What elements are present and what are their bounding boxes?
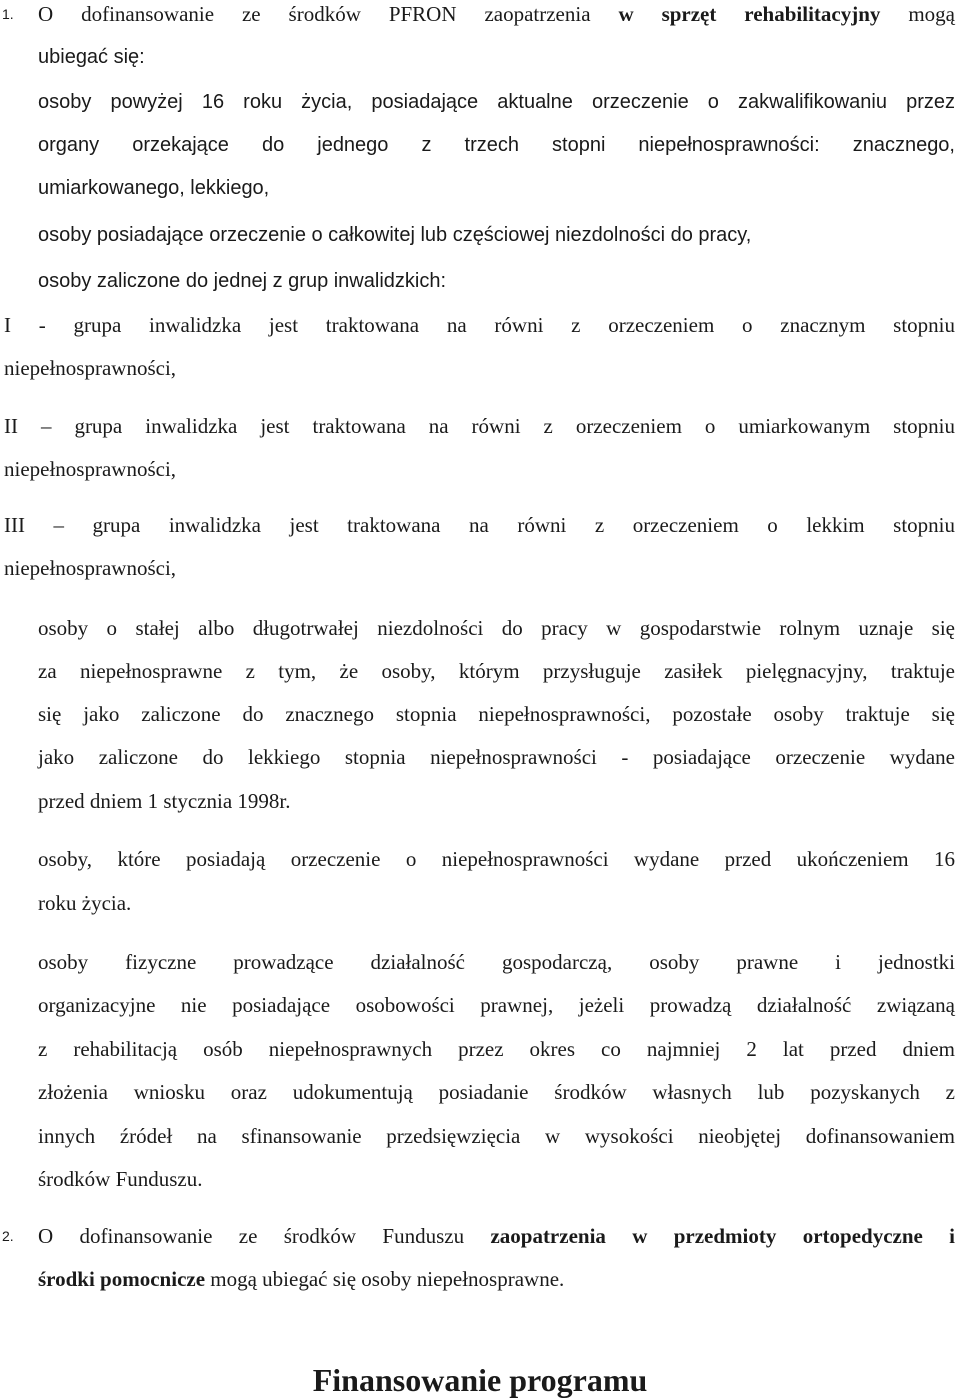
para-age-line-2: organy orzekające do jednego z trzech stopni niepełnosprawności: znacznego, — [38, 134, 955, 156]
para-minors-line-2: roku życia. — [38, 891, 132, 915]
aids-bold: środki pomocnicze — [38, 1267, 206, 1291]
para-businesses-line-6: środków Funduszu. — [38, 1167, 203, 1191]
section-heading: Finansowanie programu — [312, 1362, 648, 1398]
para-businesses-line-3: z rehabilitacją osób niepełnosprawnych przez okres co najmniej 2 lat przed dniem — [38, 1037, 955, 1061]
group-2-line-1: II – grupa inwalidzka jest traktowana na równi z orzeczeniem o umiarkowanym stopniu — [4, 414, 955, 438]
para-farmers-line-3: się jako zaliczone do znacznego stopnia niepełnosprawności, pozostałe osoby traktuje się — [38, 702, 955, 726]
para-farmers-line-1: osoby o stałej albo długotrwałej niezdolności do pracy w gospodarstwie rolnym uznaje się — [38, 616, 955, 640]
para-age-line-3: umiarkowanego, lekkiego, — [38, 177, 270, 199]
para-age-line-1: osoby powyżej 16 roku życia, posiadające aktualne orzeczenie o zakwalifikowaniu przez — [38, 91, 955, 113]
group-3-line-1: III – grupa inwalidzka jest traktowana na równi z orzeczeniem o lekkim stopniu — [4, 513, 955, 537]
group-2-line-2: niepełnosprawności, — [4, 457, 177, 481]
item-2-line-2: środki pomocnicze mogą ubiegać się osoby niepełnosprawne. — [38, 1267, 565, 1291]
orthopedic-bold: zaopatrzenia w przedmioty ortopedyczne i — [490, 1224, 956, 1248]
item-1-number: 1. — [2, 6, 14, 22]
para-businesses-line-5: innych źródeł na sfinansowanie przedsięwzięcia w wysokości nieobjętej dofinansowaniem — [38, 1124, 955, 1148]
para-minors-line-1: osoby, które posiadają orzeczenie o niepełnosprawności wydane przed ukończeniem 16 — [38, 847, 955, 871]
equipment-bold: w sprzęt rehabilitacyjny — [618, 2, 881, 26]
item-2-line-1: O dofinansowanie ze środków Funduszu zaopatrzenia w przedmioty ortopedyczne i — [38, 1224, 956, 1248]
item-1-line-2: ubiegać się: — [38, 46, 145, 68]
para-businesses-line-1: osoby fizyczne prowadzące działalność gospodarczą, osoby prawne i jednostki — [38, 950, 955, 974]
para-farmers-line-5: przed dniem 1 stycznia 1998r. — [38, 789, 291, 813]
group-1-line-1: I - grupa inwalidzka jest traktowana na równi z orzeczeniem o znacznym stopniu — [4, 313, 955, 337]
para-businesses-line-4: złożenia wniosku oraz udokumentują posiadanie środków własnych lub pozyskanych z — [38, 1080, 955, 1104]
para-incapacity: osoby posiadające orzeczenie o całkowitej lub częściowej niezdolności do pracy, — [38, 224, 752, 246]
item-1-line-1: O dofinansowanie ze środków PFRON zaopatrzenia w sprzęt rehabilitacyjny mogą — [38, 2, 956, 26]
para-groups-intro: osoby zaliczone do jednej z grup inwalidzkich: — [38, 270, 447, 292]
group-1-line-2: niepełnosprawności, — [4, 356, 177, 380]
group-3-line-2: niepełnosprawności, — [4, 556, 177, 580]
para-businesses-line-2: organizacyjne nie posiadające osobowości prawnej, jeżeli prowadzą działalność związaną — [38, 993, 955, 1017]
item-2-number: 2. — [2, 1228, 14, 1244]
para-farmers-line-2: za niepełnosprawne z tym, że osoby, którym przysługuje zasiłek pielęgnacyjny, traktuje — [38, 659, 955, 683]
para-farmers-line-4: jako zaliczone do lekkiego stopnia niepełnosprawności - posiadające orzeczenie wydane — [38, 745, 955, 769]
